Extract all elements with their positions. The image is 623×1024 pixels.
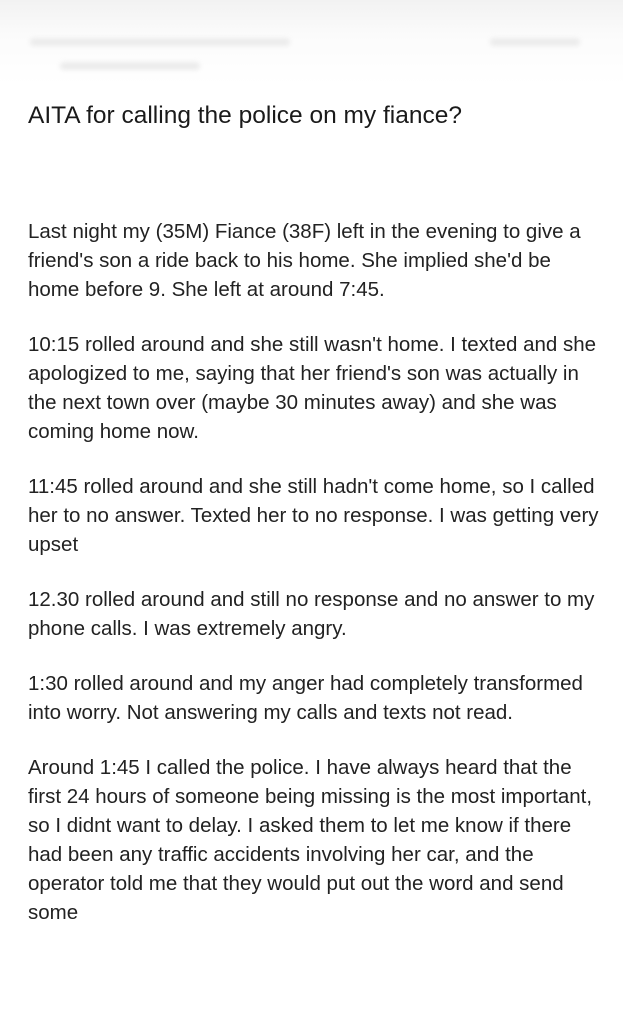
post-paragraph: Around 1:45 I called the police. I have always heard that the first 24 hours of someone being missing is the most important, so I didnt want to delay. I asked them to let me know if there had been any traffic accidents involving her car, and the operator told me that they would put out the word and send some bbox=[28, 756, 593, 924]
post-paragraph: 11:45 rolled around and she still hadn't come home, so I called her to no answer. Texted her to no response. I was getting very upset bbox=[28, 475, 599, 556]
post-title: AITA for calling the police on my fiance? bbox=[28, 102, 462, 129]
post-body bbox=[28, 217, 603, 953]
blurred-header-area bbox=[0, 0, 623, 85]
blurred-header-line bbox=[490, 38, 580, 46]
blurred-header-line bbox=[60, 62, 200, 70]
post-paragraph: 12.30 rolled around and still no response and no answer to my phone calls. I was extremely angry. bbox=[28, 588, 595, 640]
post-paragraph: 1:30 rolled around and my anger had completely transformed into worry. Not answering my calls and texts not read. bbox=[28, 672, 583, 724]
blurred-header-line bbox=[30, 38, 290, 46]
post-paragraph: Last night my (35M) Fiance (38F) left in the evening to give a friend's son a ride back to his home. She implied she'd be home before 9. She left at around 7:45. bbox=[28, 220, 581, 301]
post-paragraph: 10:15 rolled around and she still wasn't home. I texted and she apologized to me, saying that her friend's son was actually in the next town over (maybe 30 minutes away) and she was coming home now. bbox=[28, 333, 597, 443]
